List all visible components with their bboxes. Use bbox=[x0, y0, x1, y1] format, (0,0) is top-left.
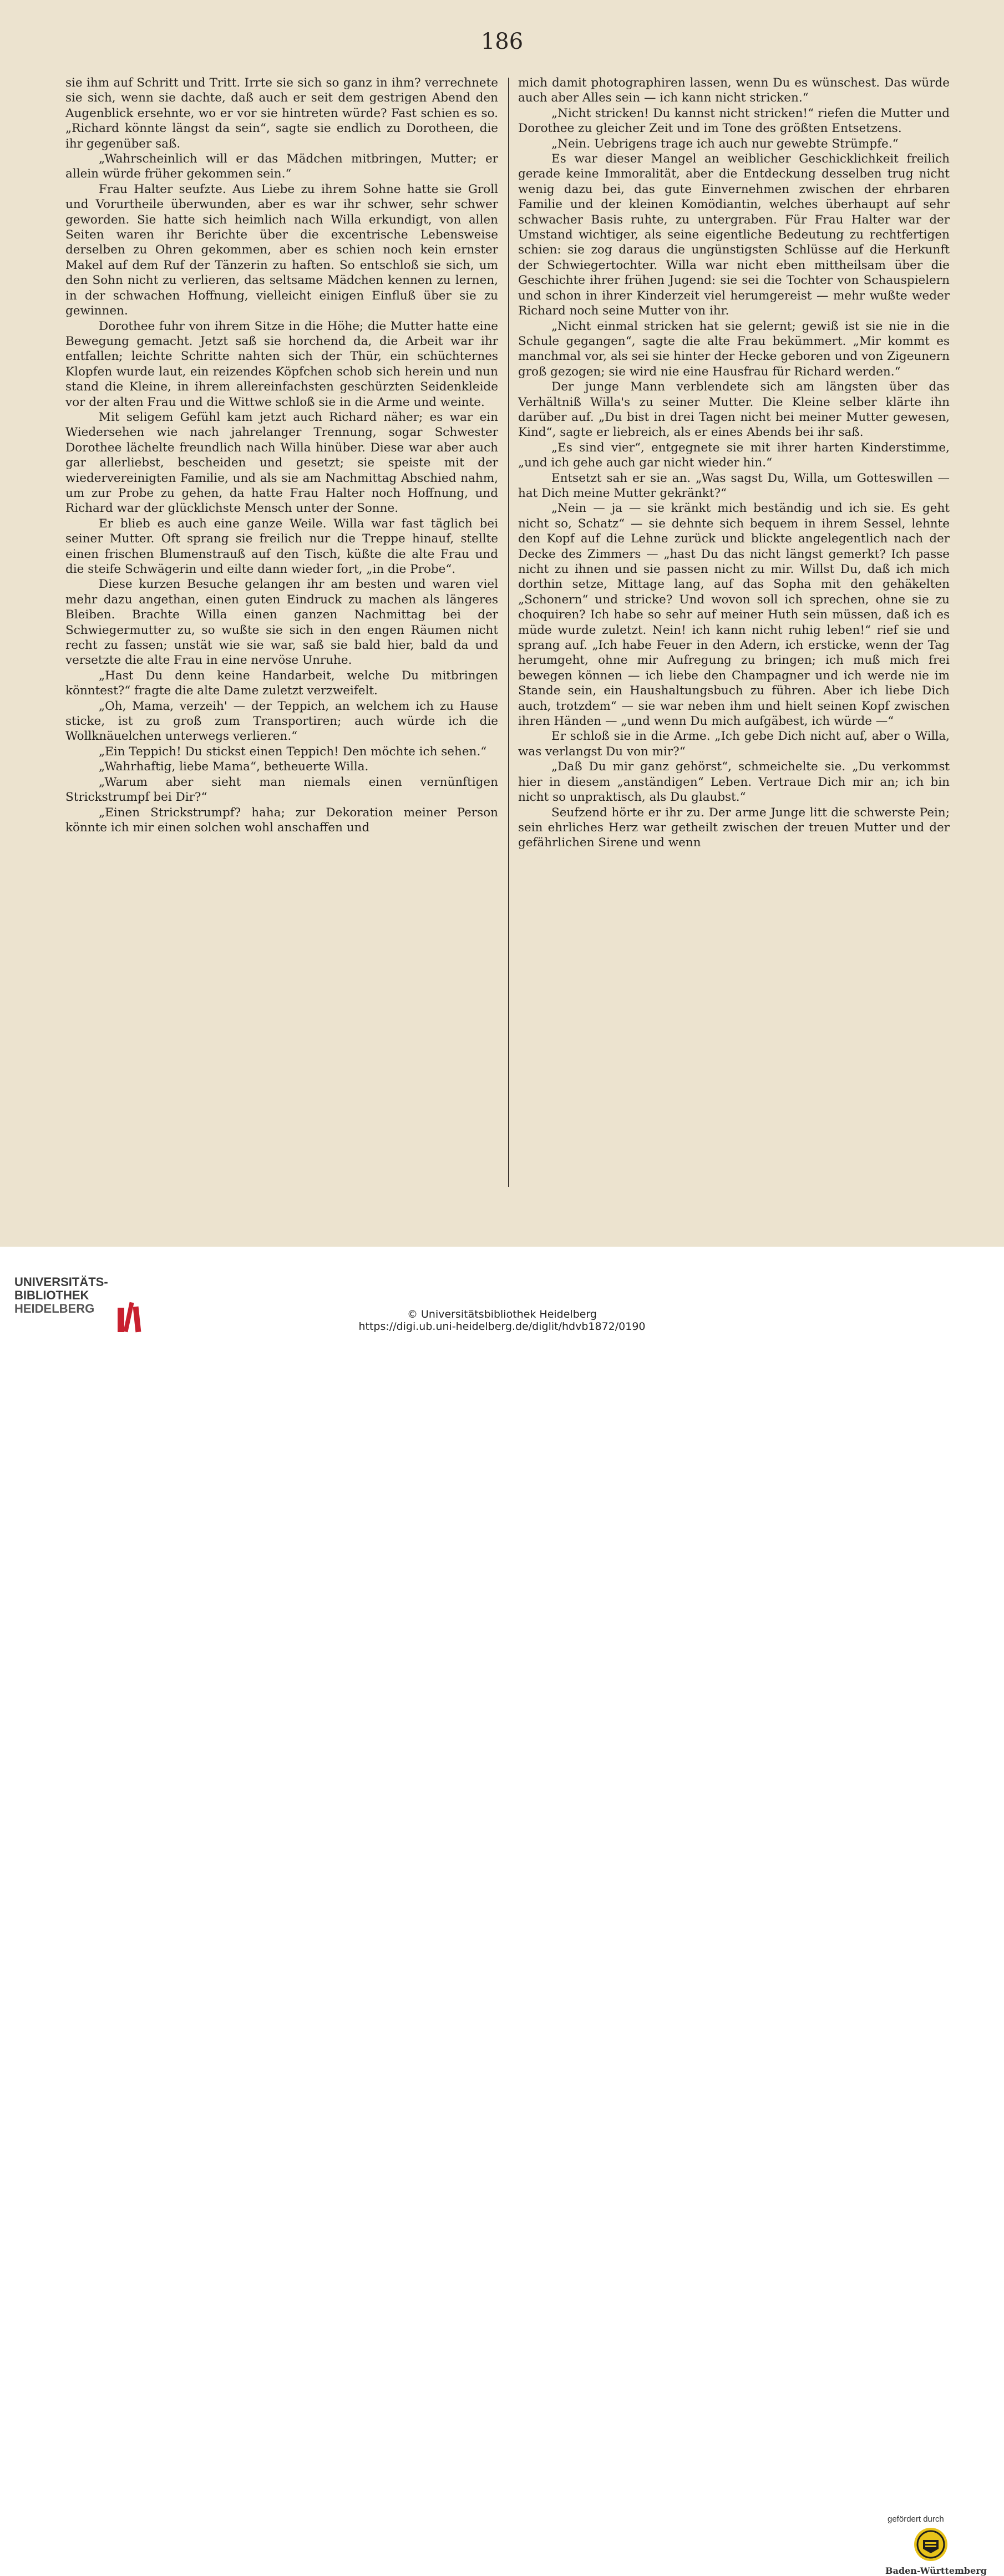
paragraph: „Hast Du denn keine Handarbeit, welche Du mitbringen könntest?“ fragte die alte Dame zuletzt verzweifelt. bbox=[65, 668, 498, 698]
text-column-left bbox=[65, 75, 498, 835]
paragraph: Frau Halter seufzte. Aus Liebe zu ihrem Sohne hatte sie Groll und Vorurtheile überwunden, aber es war ihr schwer, sehr schwer geworden. Sie hatte sich heimlich nach Willa erkundigt, von allen Seiten waren ihr Berichte über die excentrische Lebensweise derselben zu Ohren gekommen, aber es schien noch kein ernster Makel auf dem Ruf der Tänzerin zu haften. So entschloß sie sich, um den Sohn nicht zu verlieren, das seltsame Mädchen kennen zu lernen, in der schwachen Hoffnung, vielleicht einigen Einfluß über sie zu gewinnen. bbox=[65, 182, 498, 318]
paragraph: „Oh, Mama, verzeih' — der Teppich, an welchem ich zu Hause sticke, ist zu groß zum Transportiren; auch würde ich die Wollknäuelchen unterwegs verlieren.“ bbox=[65, 699, 498, 744]
paragraph: „Wahrhaftig, liebe Mama“, betheuerte Willa. bbox=[99, 760, 369, 774]
paragraph: Dorothee fuhr von ihrem Sitze in die Höhe; die Mutter hatte eine Bewegung gemacht. Jetzt saß sie horchend da, die Arbeit war ihr entfallen; leichte Schritte nahten sich der Thür, ein schüchternes Klopfen wurde laut, ein reizendes Köpfchen schob sich herein und nun stand die Kleine, in ihrem allereinfachsten geschürzten Seidenkleide vor der alten Frau und die Wittwe schloß sie in die Arme und weinte. bbox=[65, 319, 498, 409]
paragraph: Er blieb es auch eine ganze Weile. Willa war fast täglich bei seiner Mutter. Oft sprang sie freilich nur die Treppe hinauf, stellte einen frischen Blumenstrauß auf den Tisch, küßte die alte Frau und die steife Schwägerin und eilte dann wieder fort, „in die Probe“. bbox=[65, 516, 498, 576]
logo-line-1: UNIVERSITÄTS- bbox=[14, 1275, 108, 1289]
paragraph: „Wahrscheinlich will er das Mädchen mitbringen, Mutter; er allein würde früher gekommen sein.“ bbox=[65, 152, 498, 181]
page-number: 186 bbox=[480, 29, 524, 54]
column-divider bbox=[508, 78, 509, 1187]
paragraph: „Warum aber sieht man niemals einen vernünftigen Strickstrumpf bei Dir?“ bbox=[65, 775, 498, 805]
copyright-notice: © Universitätsbibliothek Heidelberg bbox=[407, 1308, 597, 1320]
paragraph: „Nicht einmal stricken hat sie gelernt; gewiß ist sie nie in die Schule gegangen“, sagte die alte Frau bekümmert. „Mir kommt es manchmal vor, als sei sie hinter der Hecke geboren und von Zigeunern groß gezogen; sie wird nie eine Hausfrau für Richard werden.“ bbox=[518, 319, 950, 379]
baden-wuerttemberg-seal-icon bbox=[913, 2527, 949, 2562]
permalink-url[interactable]: https://digi.ub.uni-heidelberg.de/diglit/hdvb1872/0190 bbox=[358, 1320, 646, 1333]
paragraph: „Ein Teppich! Du stickst einen Teppich! Den möchte ich sehen.“ bbox=[99, 744, 487, 759]
paragraph: mich damit photographiren lassen, wenn Du es wünschest. Das würde auch aber Alles sein — ich kann nicht stricken.“ bbox=[518, 76, 950, 105]
paragraph: Mit seligem Gefühl kam jetzt auch Richard näher; es war ein Wiedersehen wie nach jahrelanger Trennung, sogar Schwester Dorothee lächelte freundlich nach Willa hinüber. Diese war aber auch gar allerliebst, bescheiden und gesetzt; sie speiste mit der wiedervereinigten Familie, und als sie am Nachmittag Abschied nahm, um zur Probe zu gehen, da hatte Frau Halter noch Hoffnung, und Richard war der glücklichste Mensch unter der Sonne. bbox=[65, 410, 498, 516]
paragraph: „Daß Du mir ganz gehörst“, schmeichelte sie. „Du verkommst hier in diesem „anständigen“ Leben. Vertraue Dich mir an; ich bin nicht so unpraktisch, als Du glaubst.“ bbox=[518, 760, 950, 805]
paragraph: „Es sind vier“, entgegnete sie mit ihrer harten Kinderstimme, „und ich gehe auch gar nicht wieder hin.“ bbox=[518, 440, 950, 470]
paragraph: „Nein. Uebrigens trage ich auch nur gewebte Strümpfe.“ bbox=[551, 136, 899, 151]
paragraph: Entsetzt sah er sie an. „Was sagst Du, Willa, um Gotteswillen — hat Dich meine Mutter gekränkt?“ bbox=[518, 471, 950, 500]
paragraph: „Nicht stricken! Du kannst nicht stricken!“ riefen die Mutter und Dorothee zu gleicher Zeit und im Tone des größten Entsetzens. bbox=[518, 106, 950, 136]
logo-line-3: HEIDELBERG bbox=[14, 1302, 95, 1315]
scanned-page bbox=[0, 0, 1004, 1247]
paragraph: Es war dieser Mangel an weiblicher Geschicklichkeit freilich gerade keine Immoralität, aber die Entdeckung desselben trug nicht wenig dazu bei, das gute Einvernehmen zwischen der ehrbaren Familie und der kleinen Komödiantin, welches überhaupt auf sehr schwacher Basis ruhte, zu untergraben. Für Frau Halter war der Umstand wichtiger, als seine eigentliche Bedeutung zu rechtfertigen schien: sie zog daraus die ungünstigsten Schlüsse auf die Herkunft der Schwiegertochter. Willa war nicht eben mittheilsam über die Geschichte ihrer frühen Jugend: sie sei die Tochter von Schauspielern und schon in ihrer Kinderzeit viel herumgereist — mehr wußte weder Richard noch seine Mutter von ihr. bbox=[518, 152, 950, 318]
paragraph: Seufzend hörte er ihr zu. Der arme Junge litt die schwerste Pein; sein ehrliches Herz war getheilt zwischen der treuen Mutter und der gefährlichen Sirene und wenn bbox=[518, 805, 950, 850]
text-column-right bbox=[518, 75, 950, 851]
paragraph: sie ihm auf Schritt und Tritt. Irrte sie sich so ganz in ihm? verrechnete sie sich, wenn sie dachte, daß auch er seit dem gestrigen Abend den Augenblick ersehnte, wo er vor sie hintreten würde? Fast schien es so. „Richard könnte längst da sein“, sagte sie endlich zu Dorotheen, die ihr gegenüber saß. bbox=[65, 76, 498, 151]
funder-label: gefördert durch bbox=[888, 2514, 944, 2524]
paragraph: Diese kurzen Besuche gelangen ihr am besten und waren viel mehr dazu angethan, einen guten Eindruck zu machen als längeres Bleiben. Brachte Willa einen ganzen Nachmittag bei der Schwiegermutter zu, so wußte sie sich in den engen Räumen nicht recht zu fassen; unstät wie sie war, saß sie bald hier, bald da und versetzte die alte Frau in eine nervöse Unruhe. bbox=[65, 577, 498, 668]
paragraph: Der junge Mann verblendete sich am längsten über das Verhältniß Willa's zu seiner Mutter. Die Kleine selber klärte ihn darüber auf. „Du bist in drei Tagen nicht bei meiner Mutter gewesen, Kind“, sagte er liebreich, als er eines Abends bei ihr saß. bbox=[518, 380, 950, 440]
paragraph: „Einen Strickstrumpf? haha; zur Dekoration meiner Person könnte ich mir einen solchen wohl anschaffen und bbox=[65, 805, 498, 835]
funder-name: Baden-Württemberg bbox=[885, 2565, 987, 2576]
paragraph: „Nein — ja — sie kränkt mich beständig und ich sie. Es geht nicht so, Schatz“ — sie dehnte sich bequem in ihrem Sessel, lehnte den Kopf auf die Lehne zurück und blickte angelegentlich nach der Decke des Zimmers — „hast Du das nicht längst gemerkt? Ich passe nicht zu ihnen und sie passen nicht zu mir. Willst Du, daß ich mich dorthin setze, Mittage lang, auf das Sopha mit den gehäkelten „Schonern“ und stricke? Und wovon soll ich sprechen, ohne sie zu choquiren? Ich habe so sehr auf meiner Huth sein müssen, daß ich es müde wurde zuletzt. Nein! ich kann nicht ruhig leben!“ rief sie und sprang auf. „Ich habe Feuer in den Adern, ich ersticke, wenn der Tag herumgeht, ohne mir Aufregung zu bringen; ich muß mich frei bewegen können — ich liebe den Champagner und ich werde nie im Stande sein, ein Haushaltungsbuch zu führen. Aber ich liebe Dich auch, trotzdem“ — sie war neben ihm und hielt seinen Kopf zwischen ihren Händen — „und wenn Du mich aufgäbest, ich würde —“ bbox=[518, 501, 950, 729]
paragraph: Er schloß sie in die Arme. „Ich gebe Dich nicht auf, aber o Willa, was verlangst Du von mir?“ bbox=[518, 729, 950, 759]
logo-line-2: BIBLIOTHEK bbox=[14, 1288, 89, 1302]
